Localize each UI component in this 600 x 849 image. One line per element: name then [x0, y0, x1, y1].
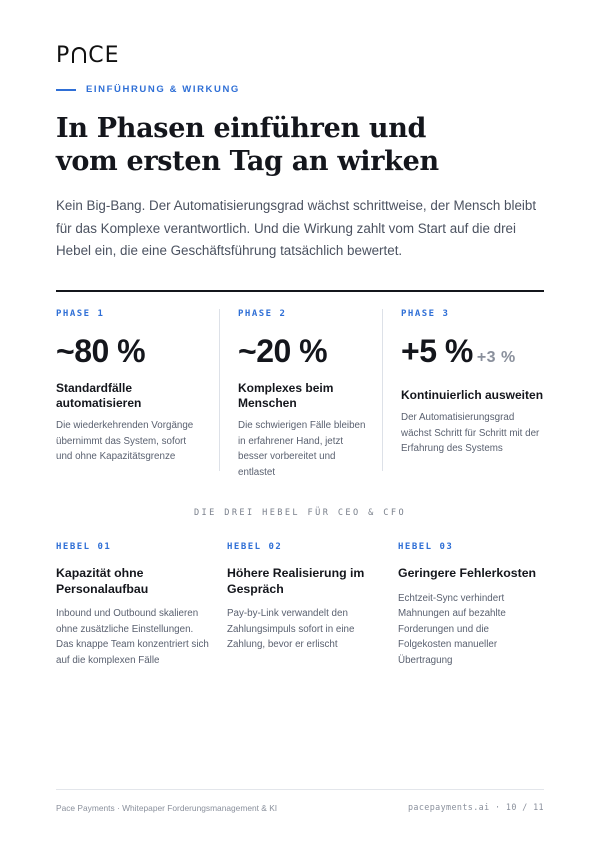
section-divider	[56, 290, 544, 292]
lever-label: HEBEL 02	[227, 542, 283, 552]
lever-1-column	[56, 542, 227, 668]
section-eyebrow	[56, 84, 240, 95]
phase-3-column	[382, 309, 544, 471]
footer-source: Pace Payments · Whitepaper Forderungsmanagement & KI	[56, 803, 278, 813]
page-title	[56, 112, 546, 178]
phase-value-increment: +3 %	[476, 349, 516, 366]
phase-heading: Kontinuierlich ausweiten	[401, 388, 544, 402]
phase-value-number: ~20 %	[238, 333, 328, 369]
phases-row	[56, 309, 544, 478]
phase-value	[401, 333, 544, 376]
eyebrow-accent-line	[56, 89, 76, 91]
lever-description: Echtzeit-Sync verhindert Mahnungen auf bezahlte Forderungen und die Folgekosten manueller Übertragung	[398, 592, 506, 666]
phase-label: PHASE 2	[238, 309, 287, 319]
lever-3-column	[398, 542, 544, 668]
logo-letter-p: P	[56, 42, 71, 68]
footer-page-info: pacepayments.ai · 10 / 11	[407, 802, 544, 812]
phase-value-number: +5 %	[401, 333, 473, 369]
phase-heading: Komplexes beim Menschen	[238, 381, 334, 410]
phase-value-number: ~80 %	[56, 333, 146, 369]
lever-description: Inbound und Outbound skalieren ohne zusätzliche Einstellungen. Das knappe Team konzentriert sich auf die komplexen Fälle	[56, 608, 209, 666]
lever-label: HEBEL 03	[398, 542, 454, 552]
lever-heading: Kapazität ohne Personalaufbau	[56, 566, 149, 596]
lever-description: Pay-by-Link verwandelt den Zahlungsimpuls sofort in eine Zahlung, bevor er erlischt	[227, 608, 355, 651]
logo-letters-ce: CE	[88, 42, 120, 68]
phase-description: Der Automatisierungsgrad wächst Schritt für Schritt mit der Erfahrung des Systems	[401, 412, 540, 454]
logo-a-arch-icon	[71, 46, 87, 63]
pace-logo	[56, 42, 120, 68]
phase-heading: Standardfälle automatisieren	[56, 381, 142, 410]
footer-divider	[56, 789, 544, 790]
eyebrow-text: EINFÜHRUNG & WIRKUNG	[86, 84, 240, 95]
phase-description: Die schwierigen Fälle bleiben in erfahrener Hand, jetzt besser vorbereitet und entlastet	[238, 420, 366, 478]
phase-label: PHASE 3	[401, 309, 450, 319]
lever-2-column	[227, 542, 398, 668]
phase-value	[56, 333, 205, 369]
lever-heading: Geringere Fehlerkosten	[398, 566, 537, 580]
levers-heading: DIE DREI HEBEL FÜR CEO & CFO	[193, 508, 407, 518]
phase-description: Die wiederkehrenden Vorgänge übernimmt das System, sofort und ohne Kapazitätsgrenze	[56, 420, 194, 462]
lever-heading: Höhere Realisierung im Gespräch	[227, 566, 365, 596]
lever-label: HEBEL 01	[56, 542, 112, 552]
levers-row	[56, 542, 544, 668]
intro-paragraph: Kein Big-Bang. Der Automatisierungsgrad wächst schrittweise, der Mensch bleibt für das Komplexe verantwortlich. Und die Wirkung zahlt vom Start auf die drei Hebel ein, die eine Geschäftsführung tatsächlich bewertet.	[56, 198, 537, 258]
title-line-2: vom ersten Tag an wirken	[56, 146, 439, 177]
phase-value	[238, 333, 372, 369]
title-line-1: In Phasen einführen und	[56, 113, 427, 144]
phase-2-column	[219, 309, 382, 478]
phase-1-column	[56, 309, 219, 471]
phase-label: PHASE 1	[56, 309, 105, 319]
